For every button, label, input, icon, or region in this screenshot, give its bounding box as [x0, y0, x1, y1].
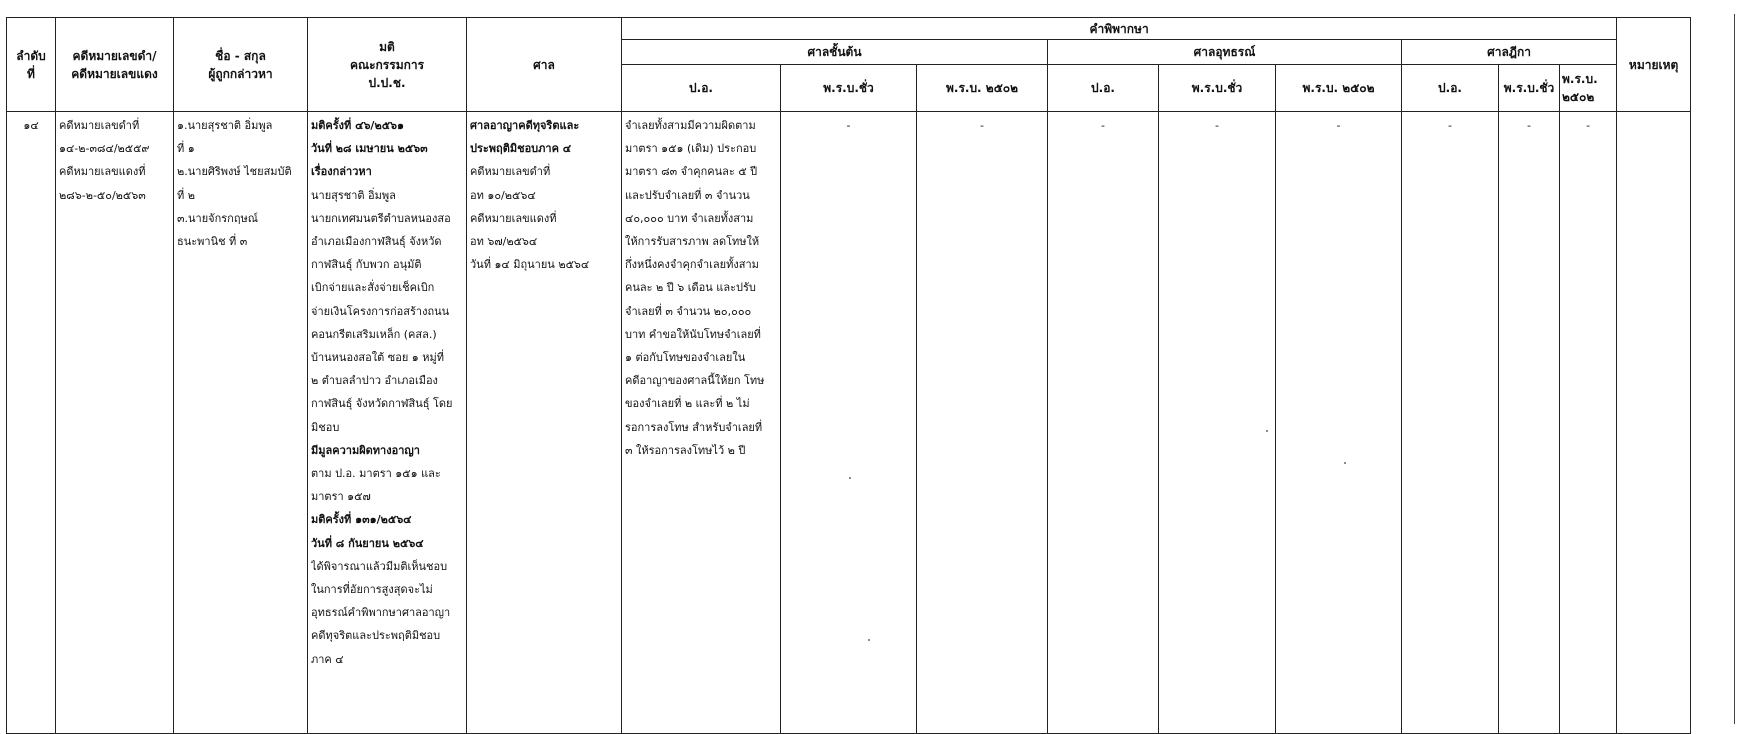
- header-remarks: หมายเหตุ: [1617, 18, 1691, 112]
- court-line: อท ๖๗/๒๕๖๔: [470, 235, 538, 249]
- accused-line: ที่ ๒: [177, 188, 195, 202]
- row-remarks: [1617, 112, 1691, 734]
- row-supreme-2502: -: [1560, 112, 1617, 734]
- subheader-appeal-temp: พ.ร.บ.ชั่ว: [1159, 65, 1276, 112]
- judgment-line: คดีอาญาของศาลนี้ให้ยก โทษ: [625, 374, 765, 388]
- row-supreme-pa: -: [1402, 112, 1499, 734]
- judgment-line: ให้การรับสารภาพ ลดโทษให้: [625, 235, 760, 249]
- committee-resolution-line: ในการที่อัยการสูงสุดจะไม่: [311, 583, 433, 597]
- committee-resolution-line: วันที่ ๘ กันยายน ๒๕๖๔: [311, 536, 424, 550]
- subheader-supreme-2502: พ.ร.บ. ๒๕๐๒: [1560, 65, 1617, 112]
- subheader-first-pa: ป.อ.: [622, 65, 781, 112]
- committee-resolution-line: คดีทุจริตและประพฤติมิชอบ: [311, 629, 441, 643]
- header-judgment: คำพิพากษา: [622, 18, 1617, 40]
- row-order: ๑๔: [7, 112, 56, 734]
- committee-resolution-line: ตาม ป.อ. มาตรา ๑๕๑ และ: [311, 467, 441, 481]
- judgment-line: ๓ ให้รอการลงโทษไว้ ๒ ปี: [625, 443, 746, 457]
- subheader-supreme-pa: ป.อ.: [1402, 65, 1499, 112]
- court-line: วันที่ ๑๔ มิถุนายน ๒๕๖๔: [470, 258, 590, 272]
- court-line: คดีหมายเลขแดงที่: [470, 211, 557, 225]
- page-edge-line: [1734, 14, 1735, 724]
- case-number-line: ๒๘๖-๒-๕๐/๒๕๖๓: [59, 188, 146, 202]
- committee-resolution-line: เรื่องกล่าวหา: [311, 165, 372, 179]
- court-line: ศาลอาญาคดีทุจริตและ: [470, 119, 580, 132]
- committee-resolution-line: คอนกรีตเสริมเหล็ก (คสล.): [311, 327, 437, 341]
- judgment-line: บาท คำขอให้นับโทษจำเลยที่: [625, 327, 761, 341]
- subheader-supreme-temp: พ.ร.บ.ชั่ว: [1499, 65, 1560, 112]
- committee-resolution-line: ได้พิจารณาแล้วมีมติเห็นชอบ: [311, 559, 448, 573]
- scan-speck: [1344, 462, 1346, 464]
- header-accused: ชื่อ - สกุล ผู้ถูกกล่าวหา: [174, 18, 308, 112]
- row-appeal-pa: -: [1048, 112, 1159, 734]
- row-judgment-first-pa: [622, 112, 781, 734]
- header-court-supreme: ศาลฎีกา: [1402, 40, 1617, 65]
- row-committee: [308, 112, 467, 734]
- header-court-first: ศาลชั้นต้น: [622, 40, 1048, 65]
- judgment-line: จำเลยทั้งสามมีความผิดตาม: [625, 119, 756, 132]
- judgment-line: มาตรา ๑๕๑ (เดิม) ประกอบ: [625, 142, 757, 156]
- judgment-line: รอการลงโทษ สำหรับจำเลยที่: [625, 420, 763, 434]
- subheader-appeal-2502: พ.ร.บ. ๒๕๐๒: [1276, 65, 1402, 112]
- committee-resolution-line: เบิกจ่ายและสั่งจ่ายเช็คเบิก: [311, 281, 435, 295]
- header-case-numbers: คดีหมายเลขดำ/ คดีหมายเลขแดง: [56, 18, 174, 112]
- row-first-temp: -: [781, 112, 917, 734]
- judgment-line: คนละ ๒ ปี ๖ เดือน และปรับ: [625, 281, 756, 295]
- court-line: ประพฤติมิชอบภาค ๔: [470, 142, 572, 156]
- committee-resolution-line: อุทธรณ์คำพิพากษาศาลอาญา: [311, 606, 451, 620]
- committee-resolution-line: ภาค ๔: [311, 652, 344, 666]
- case-number-line: คดีหมายเลขดำที่: [59, 119, 140, 132]
- row-case-numbers: [56, 112, 174, 734]
- accused-line: ที่ ๑: [177, 142, 195, 156]
- committee-resolution-line: บ้านหนองสอใต้ ซอย ๑ หมู่ที่: [311, 351, 445, 365]
- table-row: [7, 112, 1691, 734]
- row-accused: [174, 112, 308, 734]
- committee-resolution-line: จ่ายเงินโครงการก่อสร้างถนน: [311, 304, 450, 318]
- accused-line: ธนะพานิช ที่ ๓: [177, 235, 248, 249]
- committee-resolution-line: มิชอบ: [311, 420, 340, 434]
- row-first-2502: -: [917, 112, 1048, 734]
- judgment-table: [6, 17, 1691, 734]
- scan-speck: [849, 477, 851, 479]
- committee-resolution-line: กาฬสินธุ์ จังหวัดกาฬสินธุ์ โดย: [311, 397, 453, 411]
- header-court: ศาล: [467, 18, 622, 112]
- scan-speck: [868, 639, 870, 641]
- committee-resolution-line: ๒ ตำบลลำปาว อำเภอเมือง: [311, 374, 438, 388]
- committee-resolution-line: นายกเทศมนตรีตำบลหนองสอ: [311, 211, 451, 225]
- case-number-line: ๑๔-๒-๓๘๔/๒๕๕๙: [59, 142, 150, 156]
- committee-resolution-line: มติครั้งที่ ๔๖/๒๕๖๑: [311, 119, 404, 132]
- committee-resolution-line: มีมูลความผิดทางอาญา: [311, 443, 420, 457]
- row-supreme-temp: -: [1499, 112, 1560, 734]
- subheader-first-2502: พ.ร.บ. ๒๕๐๒: [917, 65, 1048, 112]
- committee-resolution-line: มติครั้งที่ ๑๓๑/๒๕๖๔: [311, 513, 412, 527]
- header-court-appeal: ศาลอุทธรณ์: [1048, 40, 1402, 65]
- judgment-line: ของจำเลยที่ ๒ และที่ ๒ ไม่: [625, 397, 750, 411]
- judgment-line: และปรับจำเลยที่ ๓ จำนวน: [625, 188, 750, 202]
- subheader-first-temp: พ.ร.บ.ชั่ว: [781, 65, 917, 112]
- row-appeal-2502: -: [1276, 112, 1402, 734]
- committee-resolution-line: นายสุรชาติ อิ่มพูล: [311, 188, 396, 202]
- accused-line: ๒.นายศิริพงษ์ ไชยสมบัติ: [177, 165, 292, 179]
- court-line: อท ๑๐/๒๕๖๔: [470, 188, 536, 202]
- judgment-line: กึ่งหนึ่งคงจำคุกจำเลยทั้งสาม: [625, 258, 759, 272]
- accused-line: ๑.นายสุรชาติ อิ่มพูล: [177, 119, 273, 132]
- header-order-no: ลำดับ ที่: [7, 18, 56, 112]
- judgment-line: ๑ ต่อกับโทษของจำเลยใน: [625, 351, 746, 365]
- judgment-line: มาตรา ๘๓ จำคุกคนละ ๕ ปี: [625, 165, 758, 179]
- committee-resolution-line: อำเภอเมืองกาฬสินธุ์ จังหวัด: [311, 235, 442, 249]
- subheader-appeal-pa: ป.อ.: [1048, 65, 1159, 112]
- case-number-line: คดีหมายเลขแดงที่: [59, 165, 146, 179]
- committee-resolution-line: วันที่ ๒๘ เมษายน ๒๕๖๓: [311, 142, 428, 156]
- court-line: คดีหมายเลขดำที่: [470, 165, 551, 179]
- row-appeal-temp: -: [1159, 112, 1276, 734]
- judgment-line: จำเลยที่ ๓ จำนวน ๒๐,๐๐๐: [625, 304, 752, 318]
- row-court: [467, 112, 622, 734]
- judgment-line: ๔๐,๐๐๐ บาท จำเลยทั้งสาม: [625, 211, 754, 225]
- committee-resolution-line: กาฬสินธุ์ กับพวก อนุมัติ: [311, 258, 422, 272]
- scan-speck: [1266, 430, 1268, 432]
- header-committee: มติ คณะกรรมการ ป.ป.ช.: [308, 18, 467, 112]
- committee-resolution-line: มาตรา ๑๕๗: [311, 490, 371, 504]
- accused-line: ๓.นายจักรกฤษณ์: [177, 211, 258, 225]
